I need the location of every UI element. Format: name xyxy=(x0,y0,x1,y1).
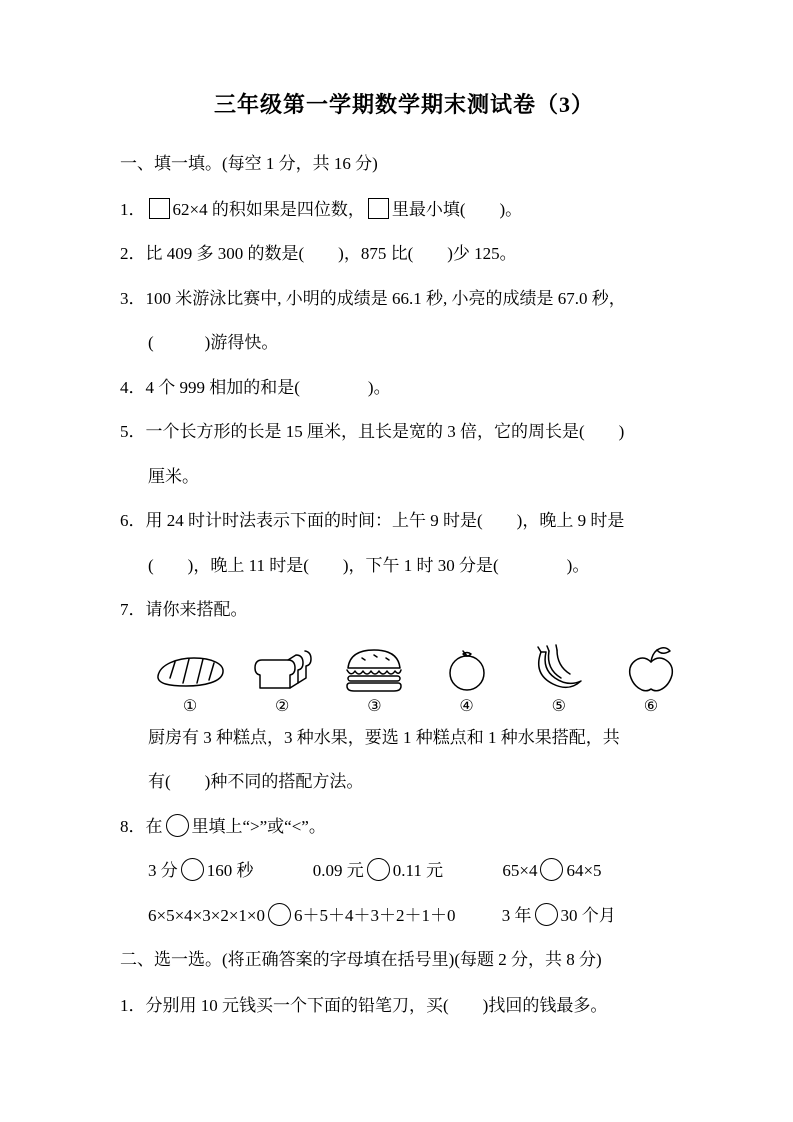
compare-right: 160 秒 xyxy=(206,861,254,880)
toast-icon xyxy=(242,642,322,694)
question-7-text2: 有( )种不同的搭配方法。 xyxy=(148,772,364,791)
question-3-line1: 3．100 米游泳比赛中, 小明的成绩是 66.1 秒, 小亮的成绩是 67.0 秒， xyxy=(120,288,626,308)
blank-box-icon xyxy=(149,198,170,219)
food-item-toast xyxy=(240,642,324,719)
question-6-line1: 6．用 24 时计时法表示下面的时间：上午 9 时是( )，晚上 9 时是 xyxy=(120,511,625,530)
q8-post: 里填上“>”或“<”。 xyxy=(191,816,326,836)
q1-number: 1． xyxy=(120,199,146,219)
section2-question-1: 1．分别用 10 元钱买一个下面的铅笔刀，买( )找回的钱最多。 xyxy=(120,995,608,1015)
compare-pair xyxy=(502,906,616,925)
food-number-label: ② xyxy=(275,697,290,715)
compare-left: 3 分 xyxy=(148,861,178,880)
compare-right: 6＋5＋4＋3＋2＋1＋0 xyxy=(294,905,456,925)
q8-pre: 8．在 xyxy=(120,816,163,836)
question-8-intro xyxy=(120,814,688,840)
compare-circle-icon xyxy=(540,858,563,881)
bread-icon xyxy=(150,642,230,694)
food-number-label: ① xyxy=(182,697,198,715)
food-item-bread xyxy=(148,642,232,719)
hamburger-icon xyxy=(334,642,414,694)
food-number-label: ⑤ xyxy=(551,697,566,715)
orange-icon xyxy=(427,642,507,694)
question-4: 4．4 个 999 相加的和是( )。 xyxy=(120,377,391,397)
compare-circle-icon xyxy=(166,814,189,837)
blank-box-icon xyxy=(368,198,389,219)
compare-row-2 xyxy=(148,903,688,929)
food-item-apple xyxy=(609,642,693,719)
food-picture-row xyxy=(148,642,693,719)
banana-icon xyxy=(519,642,599,694)
question-2: 2．比 409 多 300 的数是( )，875 比( )少 125。 xyxy=(120,244,517,263)
compare-left: 3 年 xyxy=(501,905,532,925)
question-1 xyxy=(120,197,688,223)
compare-right: 0.11 元 xyxy=(392,861,444,880)
food-number-label: ④ xyxy=(459,697,474,715)
food-item-hamburger xyxy=(332,642,416,719)
compare-right: 64×5 xyxy=(566,861,602,880)
compare-pair xyxy=(502,861,601,880)
question-5-line1: 5．一个长方形的长是 15 厘米，且长是宽的 3 倍，它的周长是( ) xyxy=(120,422,625,441)
q1-text-b: 里最小填( )。 xyxy=(391,199,523,219)
food-item-banana xyxy=(517,642,601,719)
compare-pair xyxy=(148,861,254,880)
section1-heading: 一、填一填。(每空 1 分，共 16 分) xyxy=(120,154,378,173)
question-5-line2: 厘米。 xyxy=(148,466,199,486)
question-3-line2: ( )游得快。 xyxy=(148,333,279,352)
food-item-orange xyxy=(425,642,509,719)
q1-text-a: 62×4 的积如果是四位数， xyxy=(172,199,365,219)
compare-circle-icon xyxy=(535,903,558,926)
food-number-label: ③ xyxy=(367,697,382,715)
food-number-label: ⑥ xyxy=(643,697,659,715)
question-7-text1: 厨房有 3 种糕点，3 种水果，要选 1 种糕点和 1 种水果搭配，共 xyxy=(148,727,620,747)
question-6-line2: ( )，晚上 11 时是( )，下午 1 时 30 分是( )。 xyxy=(148,555,590,575)
compare-left: 6×5×4×3×2×1×0 xyxy=(148,905,266,925)
compare-circle-icon xyxy=(367,858,390,881)
question-7-intro: 7．请你来搭配。 xyxy=(120,600,248,619)
compare-pair xyxy=(313,861,443,880)
compare-row-1 xyxy=(148,858,688,884)
page-title: 三年级第一学期数学期末测试卷（3） xyxy=(213,92,594,117)
compare-pair xyxy=(148,906,456,925)
compare-circle-icon xyxy=(268,903,291,926)
compare-right: 30 个月 xyxy=(560,905,616,925)
section2-heading: 二、选一选。(将正确答案的字母填在括号里)(每题 2 分，共 8 分) xyxy=(120,950,602,969)
apple-icon xyxy=(611,642,691,694)
compare-circle-icon xyxy=(181,858,204,881)
compare-left: 0.09 元 xyxy=(312,861,364,880)
compare-left: 65×4 xyxy=(502,861,538,880)
